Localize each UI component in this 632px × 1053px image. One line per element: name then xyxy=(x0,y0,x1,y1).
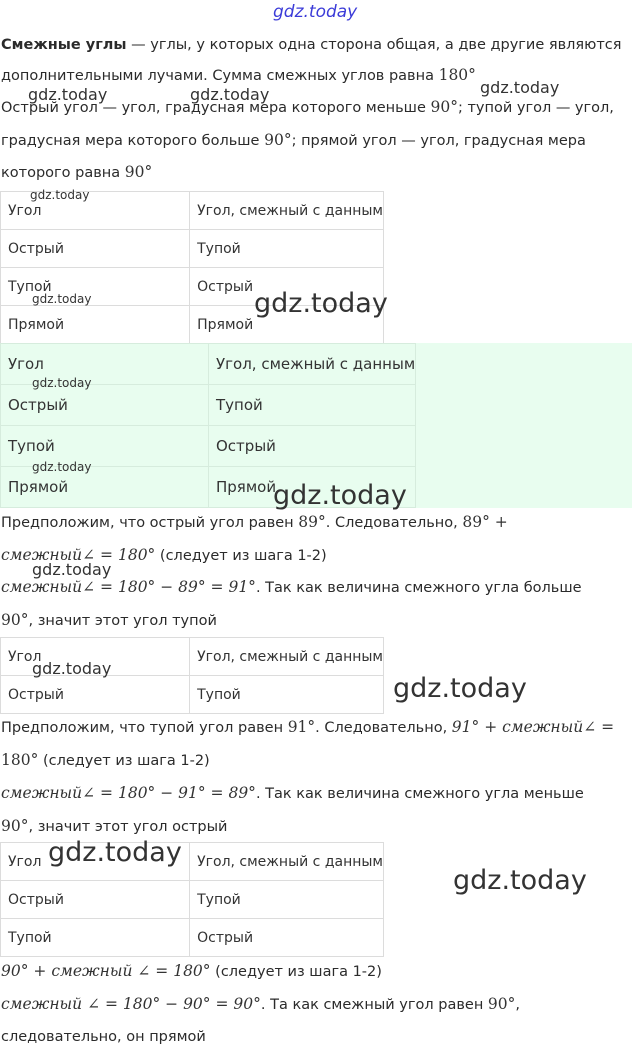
right-line-3 xyxy=(1,1027,206,1047)
math-180: 180° xyxy=(1,751,39,769)
table-empty-cell xyxy=(416,426,632,467)
obtuse-line-3 xyxy=(1,783,584,804)
watermark: gdz.today xyxy=(32,292,92,306)
table-cell: Острый xyxy=(190,919,384,957)
math-expression: 89° + xyxy=(462,513,508,531)
watermark: gdz.today xyxy=(48,837,182,868)
math-89: 89° xyxy=(298,513,326,531)
term-adjacent-angles: Смежные углы xyxy=(1,37,127,53)
acute-line-3 xyxy=(1,577,582,598)
intro-text: которого равна xyxy=(1,165,125,181)
obtuse-line-2 xyxy=(1,750,210,771)
table-cell: Тупой xyxy=(1,268,190,306)
table-header-cell: Угол, смежный с данным xyxy=(190,192,384,230)
watermark: gdz.today xyxy=(30,188,90,202)
table-header-row xyxy=(1,344,632,385)
table-header-cell: Угол xyxy=(1,192,190,230)
intro-text: дополнительными лучами. Сумма смежных углов равна xyxy=(1,68,439,84)
math-180: 180° xyxy=(438,66,476,84)
table-empty-cell xyxy=(416,385,632,426)
step-text: (следует из шага 1-2) xyxy=(155,548,327,564)
table-row xyxy=(1,230,384,268)
watermark: gdz.today xyxy=(32,560,112,579)
acute-line-1 xyxy=(1,512,508,533)
watermark: gdz.today xyxy=(393,673,527,704)
table-cell: Острый xyxy=(1,676,190,714)
table-cell: Прямой xyxy=(209,467,416,508)
table-cell: Острый xyxy=(1,881,190,919)
intro-line-4 xyxy=(1,130,586,151)
table-header-cell: Угол xyxy=(1,638,190,676)
table-header-cell: Угол, смежный с данным xyxy=(190,843,384,881)
obtuse-line-4 xyxy=(1,816,227,837)
table-empty-cell xyxy=(416,467,632,508)
step-text: , значит этот угол острый xyxy=(28,819,228,835)
step-text: . Та как смежный угол равен xyxy=(260,997,488,1013)
step-text: , xyxy=(515,997,520,1013)
table-empty-cell xyxy=(416,344,632,385)
math-90: 90° xyxy=(264,131,292,149)
watermark: gdz.today xyxy=(32,460,92,474)
table-header-cell: Угол, смежный с данным xyxy=(190,638,384,676)
table-cell: Тупой xyxy=(1,426,209,467)
table-row xyxy=(1,919,384,957)
step-text: следовательно, он прямой xyxy=(1,1029,206,1045)
table-row xyxy=(1,881,384,919)
step-text: . Так как величина смежного угла меньше xyxy=(255,786,584,802)
table-cell: Тупой xyxy=(190,881,384,919)
table-cell: Тупой xyxy=(190,230,384,268)
math-expression: 90° + смежный ∠ = 180° xyxy=(1,962,211,980)
table-row xyxy=(1,676,384,714)
watermark: gdz.today xyxy=(32,376,92,390)
step-text: (следует из шага 1-2) xyxy=(38,753,210,769)
watermark: gdz.today xyxy=(28,85,108,104)
step-text: Предположим, что тупой угол равен xyxy=(1,720,288,736)
acute-line-4 xyxy=(1,610,217,631)
math-expression: 91° + смежный∠ = xyxy=(451,718,615,736)
intro-text: Острый угол — угол, градусная мера которого меньше xyxy=(1,100,431,116)
table-cell: Острый xyxy=(1,385,209,426)
math-90: 90° xyxy=(487,995,516,1013)
table-cell: Тупой xyxy=(209,385,416,426)
step-text: . Так как величина смежного угла больше xyxy=(255,580,582,596)
math-91: 91° xyxy=(287,718,316,736)
intro-line-1 xyxy=(1,35,621,55)
intro-line-5 xyxy=(1,162,152,183)
table-header-cell: Угол xyxy=(1,843,190,881)
intro-text: — углы, у которых одна сторона общая, а две другие являются xyxy=(126,37,622,53)
math-90: 90° xyxy=(1,611,29,629)
table-row xyxy=(1,426,632,467)
step-text: Предположим, что острый угол равен xyxy=(1,515,299,531)
watermark: gdz.today xyxy=(32,659,112,678)
watermark: gdz.today xyxy=(190,85,270,104)
watermark: gdz.today xyxy=(453,865,587,896)
intro-line-2 xyxy=(1,65,476,86)
watermark: gdz.today xyxy=(254,288,388,319)
table-cell: Тупой xyxy=(190,676,384,714)
watermark: gdz.today xyxy=(480,78,560,97)
math-90: 90° xyxy=(124,163,153,181)
step-text: (следует из шага 1-2) xyxy=(210,964,382,980)
step-text: , значит этот угол тупой xyxy=(28,613,217,629)
table-row xyxy=(1,385,632,426)
math-expression: смежный∠ = 180° xyxy=(1,546,156,564)
table-cell: Тупой xyxy=(1,919,190,957)
math-90: 90° xyxy=(430,98,458,116)
adjacency-table-1 xyxy=(0,191,384,344)
obtuse-line-1 xyxy=(1,717,614,738)
table-header-cell: Угол, смежный с данным xyxy=(209,344,416,385)
step-text: . Следовательно, xyxy=(315,720,452,736)
math-expression: смежный∠ = 180° − 89° = 91° xyxy=(1,578,256,596)
right-line-2 xyxy=(1,994,520,1015)
math-expression: смежный∠ = 180° − 91° = 89° xyxy=(1,784,256,802)
table-cell: Прямой xyxy=(1,306,190,344)
intro-text: ; прямой угол — угол, градусная мера xyxy=(291,133,586,149)
intro-text: градусная мера которого больше xyxy=(1,133,265,149)
table-cell: Острый xyxy=(190,268,384,306)
math-90: 90° xyxy=(1,817,29,835)
watermark: gdz.today xyxy=(273,480,407,511)
right-line-1 xyxy=(1,961,382,982)
header-watermark: gdz.today xyxy=(273,2,358,22)
table-cell: Прямой xyxy=(1,467,209,508)
table-cell: Острый xyxy=(1,230,190,268)
intro-text: ; тупой угол — угол, xyxy=(457,100,614,116)
table-header-cell: Угол xyxy=(1,344,209,385)
table-cell: Прямой xyxy=(190,306,384,344)
math-expression: смежный ∠ = 180° − 90° = 90° xyxy=(1,995,261,1013)
table-cell: Острый xyxy=(209,426,416,467)
step-text: . Следовательно, xyxy=(325,515,463,531)
